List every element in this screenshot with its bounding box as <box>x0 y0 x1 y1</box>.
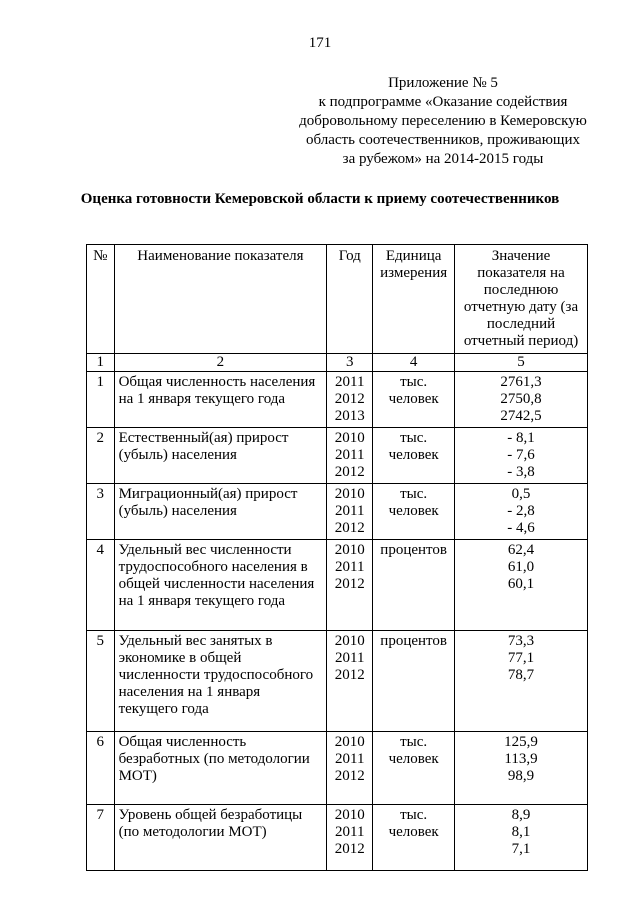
indicator-value: 98,9 <box>507 768 535 784</box>
indicator-value: 2750,8 <box>500 391 542 407</box>
indicator-name-line: МОТ) <box>118 768 157 784</box>
indicator-name-line: населения на 1 января <box>118 684 261 700</box>
unit-line: процентов <box>380 633 447 649</box>
table-header-row <box>87 245 588 354</box>
header-unit-line: измерения <box>380 265 448 281</box>
row-number: 7 <box>87 805 115 871</box>
year-value: 2011 <box>335 650 365 666</box>
indicators-table <box>86 244 588 871</box>
header-value-line: последний <box>486 316 556 332</box>
row-years <box>327 631 373 732</box>
header-num: № <box>87 245 115 354</box>
indicator-name-line: Уровень общей безработицы <box>118 807 303 823</box>
year-value: 2012 <box>334 576 365 592</box>
indicator-name-line: Удельный вес занятых в <box>118 633 273 649</box>
column-number-row <box>87 354 588 372</box>
year-value: 2011 <box>335 559 365 575</box>
appendix-heading <box>288 74 598 169</box>
appendix-line: добровольному переселению в Кемеровскую <box>299 113 587 129</box>
row-years <box>327 428 373 484</box>
indicator-value: 73,3 <box>507 633 535 649</box>
year-value: 2012 <box>334 520 365 536</box>
column-number: 3 <box>327 354 373 372</box>
column-number: 1 <box>87 354 115 372</box>
year-value: 2010 <box>334 486 365 502</box>
row-years <box>327 732 373 805</box>
year-value: 2013 <box>334 408 365 424</box>
year-value: 2010 <box>334 430 365 446</box>
page-number: 171 <box>308 35 332 51</box>
unit-line: тыс. <box>400 374 428 390</box>
indicator-name-line: Удельный вес численности <box>118 542 292 558</box>
row-values <box>455 372 588 428</box>
row-unit <box>373 484 455 540</box>
row-values <box>455 805 588 871</box>
indicator-value: 61,0 <box>507 559 535 575</box>
row-number: 3 <box>87 484 115 540</box>
indicator-value: 7,1 <box>511 841 531 857</box>
year-value: 2011 <box>335 751 365 767</box>
row-number: 2 <box>87 428 115 484</box>
year-value: 2011 <box>335 447 365 463</box>
appendix-line: к подпрограмме «Оказание содействия <box>318 94 568 110</box>
indicator-name-line: на 1 января текущего года <box>118 391 286 407</box>
header-year: Год <box>327 245 373 354</box>
unit-line: тыс. <box>400 734 428 750</box>
appendix-line: Приложение № 5 <box>388 75 498 91</box>
header-unit-line: Единица <box>385 248 442 264</box>
header-value-line: Значение <box>491 248 551 264</box>
indicator-name-line: Естественный(ая) прирост <box>118 430 289 446</box>
header-value-line: последнюю <box>483 282 559 298</box>
indicator-name <box>114 631 327 732</box>
row-number: 5 <box>87 631 115 732</box>
row-number: 4 <box>87 540 115 631</box>
unit-line: человек <box>388 751 439 767</box>
indicator-name-line: численности трудоспособного <box>118 667 314 683</box>
year-value: 2012 <box>334 667 365 683</box>
indicator-value: 125,9 <box>504 734 538 750</box>
row-unit <box>373 732 455 805</box>
header-value-line: показателя на <box>477 265 565 281</box>
indicator-name <box>114 540 327 631</box>
row-number: 6 <box>87 732 115 805</box>
indicator-value: 113,9 <box>504 751 538 767</box>
indicator-name-line: (убыль) населения <box>118 447 237 463</box>
indicator-name-line: (убыль) населения <box>118 503 237 519</box>
indicator-value: 78,7 <box>507 667 535 683</box>
indicator-name-line: безработных (по методологии <box>118 751 310 767</box>
appendix-line: область соотечественников, проживающих <box>305 132 580 148</box>
column-number: 2 <box>114 354 327 372</box>
unit-line: процентов <box>380 542 447 558</box>
indicator-value: - 7,6 <box>507 447 535 463</box>
indicator-name-line: общей численности населения <box>118 576 315 592</box>
row-years <box>327 540 373 631</box>
row-values <box>455 540 588 631</box>
row-unit <box>373 540 455 631</box>
indicator-value: 8,9 <box>511 807 531 823</box>
indicator-value: 0,5 <box>511 486 531 502</box>
table-row <box>87 805 588 871</box>
indicator-name-line: Общая численность <box>118 734 247 750</box>
row-years <box>327 484 373 540</box>
row-years <box>327 805 373 871</box>
row-unit <box>373 631 455 732</box>
table-row <box>87 631 588 732</box>
indicator-name-line: текущего года <box>118 701 209 717</box>
appendix-line: за рубежом» на 2014-2015 годы <box>342 151 544 167</box>
indicator-value: 2761,3 <box>500 374 542 390</box>
table-row <box>87 372 588 428</box>
year-value: 2012 <box>334 391 365 407</box>
unit-line: человек <box>388 824 439 840</box>
row-unit <box>373 372 455 428</box>
year-value: 2011 <box>335 503 365 519</box>
row-values <box>455 484 588 540</box>
indicator-value: - 3,8 <box>507 464 535 480</box>
unit-line: тыс. <box>400 430 428 446</box>
year-value: 2011 <box>335 374 365 390</box>
year-value: 2011 <box>335 824 365 840</box>
indicator-value: 60,1 <box>507 576 535 592</box>
row-unit <box>373 428 455 484</box>
unit-line: человек <box>388 503 439 519</box>
document-title: Оценка готовности Кемеровской области к приему соотечественников <box>80 191 560 207</box>
row-years <box>327 372 373 428</box>
indicator-name-line: Миграционный(ая) прирост <box>118 486 298 502</box>
column-number: 4 <box>373 354 455 372</box>
indicator-name-line: (по методологии МОТ) <box>118 824 267 840</box>
row-values <box>455 732 588 805</box>
year-value: 2010 <box>334 633 365 649</box>
header-value-line: отчетный период) <box>463 333 579 349</box>
unit-line: тыс. <box>400 807 428 823</box>
indicator-name-line: на 1 января текущего года <box>118 593 286 609</box>
indicator-value: - 2,8 <box>507 503 535 519</box>
indicator-name <box>114 805 327 871</box>
year-value: 2010 <box>334 542 365 558</box>
table-row <box>87 428 588 484</box>
table-row <box>87 484 588 540</box>
indicator-name <box>114 372 327 428</box>
column-number: 5 <box>455 354 588 372</box>
header-unit <box>373 245 455 354</box>
indicator-value: 2742,5 <box>500 408 542 424</box>
unit-line: тыс. <box>400 486 428 502</box>
year-value: 2010 <box>334 807 365 823</box>
row-values <box>455 428 588 484</box>
year-value: 2012 <box>334 768 365 784</box>
indicator-value: 62,4 <box>507 542 535 558</box>
indicator-value: - 4,6 <box>507 520 535 536</box>
row-values <box>455 631 588 732</box>
table-row <box>87 540 588 631</box>
indicator-name <box>114 732 327 805</box>
row-number: 1 <box>87 372 115 428</box>
indicator-value: - 8,1 <box>507 430 535 446</box>
indicator-value: 8,1 <box>511 824 531 840</box>
indicator-value: 77,1 <box>507 650 535 666</box>
unit-line: человек <box>388 447 439 463</box>
table-body <box>87 372 588 871</box>
year-value: 2012 <box>334 841 365 857</box>
table-row <box>87 732 588 805</box>
unit-line: человек <box>388 391 439 407</box>
header-value-line: отчетную дату (за <box>463 299 579 315</box>
year-value: 2012 <box>334 464 365 480</box>
row-unit <box>373 805 455 871</box>
header-name: Наименование показателя <box>114 245 327 354</box>
indicator-name <box>114 428 327 484</box>
year-value: 2010 <box>334 734 365 750</box>
indicator-name-line: экономике в общей <box>118 650 242 666</box>
indicator-name-line: Общая численность населения <box>118 374 316 390</box>
indicator-name-line: трудоспособного населения в <box>118 559 308 575</box>
header-value <box>455 245 588 354</box>
indicator-name <box>114 484 327 540</box>
